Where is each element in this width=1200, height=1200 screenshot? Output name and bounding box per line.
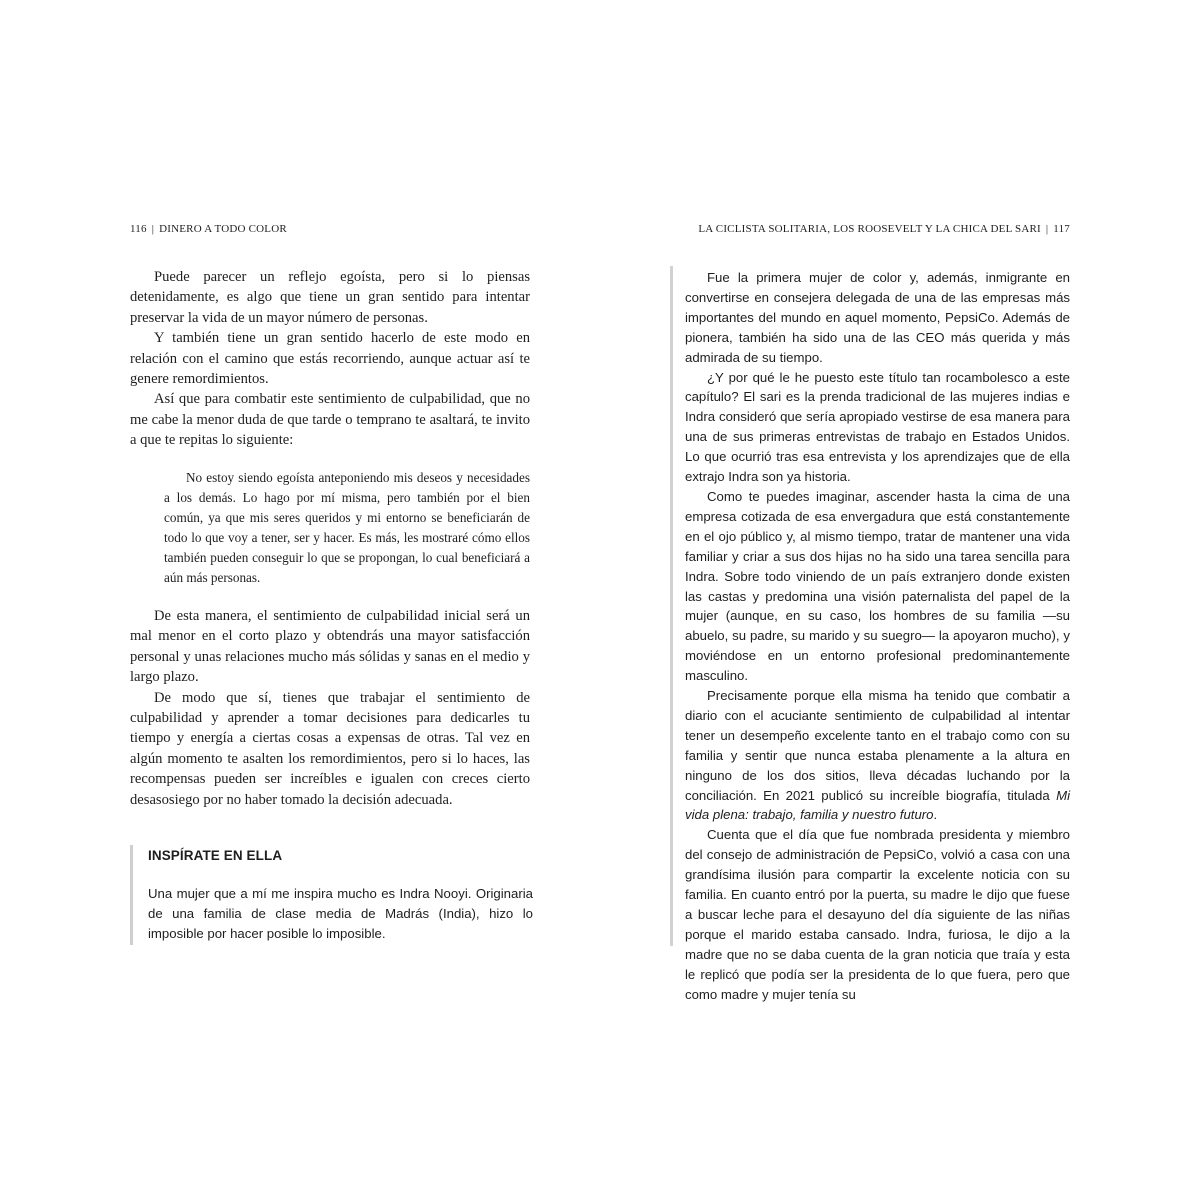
left-header-separator: | xyxy=(151,223,155,235)
left-running-head xyxy=(130,223,287,235)
left-body-bottom xyxy=(130,606,530,810)
inspiration-box-body xyxy=(148,884,533,944)
left-body-top xyxy=(130,267,530,451)
left-page-number: 116 xyxy=(130,223,147,235)
paragraph: Fue la primera mujer de color y, además, inmigrante en convertirse en consejera delegada de una de las empresas más importantes del mundo en aquel momento, PepsiCo. Además de pionera, también ha sido una de las CEO más querida y más admirada de su tiempo. xyxy=(685,270,1070,365)
right-page-margin-rule xyxy=(670,266,673,946)
affirmation-quote xyxy=(164,468,530,588)
left-book-title: DINERO A TODO COLOR xyxy=(159,223,287,235)
right-chapter-title: LA CICLISTA SOLITARIA, LOS ROOSEVELT Y LA CHICA DEL SARI xyxy=(698,223,1041,235)
paragraph: De esta manera, el sentimiento de culpabilidad inicial será un mal menor en el corto plazo y obtendrás una mayor satisfacción personal y unas relaciones mucho más sólidas y sanas en el medio y largo plazo. xyxy=(130,608,530,686)
inspiration-box-title: INSPÍRATE EN ELLA xyxy=(148,848,283,863)
book-title: Mi vida plena: trabajo, familia y nuestro futuro xyxy=(685,787,1070,823)
paragraph: ¿Y por qué le he puesto este título tan rocambolesco a este capítulo? El sari es la prenda tradicional de las mujeres indias e Indra consideró que sería apropiado vestirse de esa manera para una de sus primeras entrevistas de trabajo en Estados Unidos. Lo que ocurrió tras esa entrevista y los aprendizajes que de ella extrajo Indra son ya historia. xyxy=(685,369,1070,485)
quote-text: No estoy siendo egoísta anteponiendo mis deseos y necesidades a los demás. Lo hago por mí misma, pero también por el bien común, ya que mis seres queridos y mi entorno se beneficiarán de todo lo que voy a tener, ser y hacer. Es más, les mostraré cómo ellos también pueden conseguir lo que se propongan, lo cual beneficiará a aún más personas. xyxy=(164,470,530,585)
right-body xyxy=(685,268,1070,1005)
inspiration-box xyxy=(130,845,533,945)
inspiration-box-text: Una mujer que a mí me inspira mucho es Indra Nooyi. Originaria de una familia de clase media de Madrás (India), hizo lo imposible por hacer posible lo imposible. xyxy=(148,886,533,941)
right-running-head xyxy=(698,223,1070,235)
paragraph: Cuenta que el día que fue nombrada presidenta y miembro del consejo de administración de PepsiCo, volvió a casa con una grandísima ilusión para compartir la excelente noticia con su familia. En cuanto entró por la puerta, su madre le dijo que fuese a buscar leche para el desayuno del día siguiente de las niñas porque el marido estaba cansado. Indra, furiosa, le dijo a la madre que no se daba cuenta de la gran noticia que traía y esta le replicó que podía ser la presidenta de lo que fuera, pero que como madre y mujer tenía su xyxy=(685,827,1070,1002)
paragraph-text: Precisamente porque ella misma ha tenido que combatir a diario con el acuciante sentimiento de culpabilidad al intentar tener un desempeño excelente tanto en el trabajo como con su familia y sentir que nunca estaba plenamente a la altura en ninguno de los dos sitios, lleva décadas luchando por la conciliación. En 2021 publicó su increíble biografía, titulada xyxy=(685,688,1070,803)
paragraph: Puede parecer un reflejo egoísta, pero si lo piensas detenidamente, es algo que tiene un gran sentido para intentar preservar la vida de un mayor número de personas. xyxy=(130,269,530,326)
paragraph-end: . xyxy=(933,807,938,823)
paragraph xyxy=(685,686,1070,825)
paragraph: Como te puedes imaginar, ascender hasta la cima de una empresa cotizada de esa envergadura que está constantemente en el ojo público y, al mismo tiempo, tratar de mantener una vida familiar y criar a sus dos hijas no ha sido una tarea sencilla para Indra. Sobre todo viniendo de un país extranjero donde existen las castas y predomina una visión paternalista del papel de la mujer (aunque, en su caso, los hombres de su familia —su abuelo, su padre, su marido y su suegro— la apoyaron mucho), y moviéndose en un entorno profesional predominantemente masculino. xyxy=(685,488,1070,684)
paragraph: De modo que sí, tienes que trabajar el sentimiento de culpabilidad y aprender a tomar decisiones para dedicarles tu tiempo y energía a ciertas cosas a expensas de otras. Tal vez en algún momento te asalten los remordimientos, pero si lo haces, las recompensas pueden ser increíbles e igualen con creces cierto desasosiego por no haber tomado la decisión adecuada. xyxy=(130,689,530,808)
right-page-number: 117 xyxy=(1053,223,1070,235)
paragraph: Y también tiene un gran sentido hacerlo de este modo en relación con el camino que estás recorriendo, aunque actuar así te genere remordimientos. xyxy=(130,330,530,388)
paragraph: Así que para combatir este sentimiento de culpabilidad, que no me cabe la menor duda de que tarde o temprano te asaltará, te invito a que te repitas lo siguiente: xyxy=(130,391,530,449)
right-header-separator: | xyxy=(1045,223,1049,235)
